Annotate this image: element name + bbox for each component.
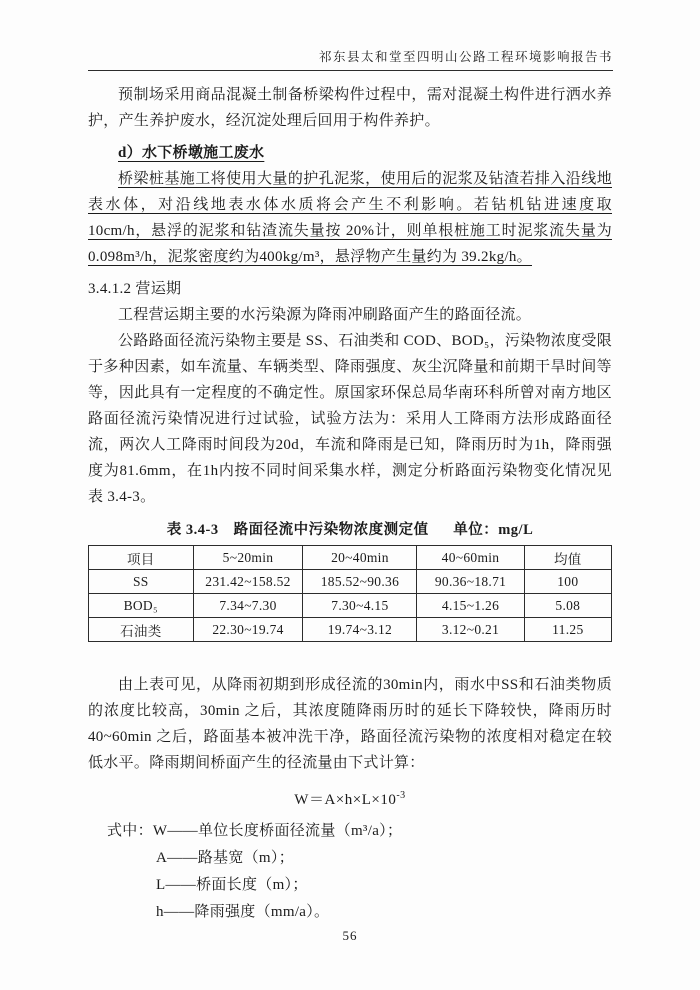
- table-row-bod5: [89, 594, 612, 618]
- table-header-item: 项目: [89, 546, 194, 570]
- legend-item-l: L——桥面长度（m）；: [156, 877, 308, 893]
- table-cell: 11.25: [524, 618, 611, 642]
- legend-item-h: h——降雨强度（mm/a）。: [156, 904, 330, 920]
- table-cell: 100: [524, 570, 611, 594]
- table-row-ss: [89, 570, 612, 594]
- table-caption: [88, 520, 612, 540]
- table-cell: 3.12~0.21: [417, 618, 524, 642]
- legend-item-w: 式中：W——单位长度桥面径流量（m³/a）；: [107, 823, 403, 839]
- table-header-40-60min: 40~60min: [417, 546, 524, 570]
- table-unit-label: 单位：mg/L: [453, 522, 534, 538]
- table-cell: 19.74~3.12: [303, 618, 417, 642]
- page-header: [88, 0, 613, 71]
- table-cell: 7.34~7.30: [193, 594, 303, 618]
- formula-base: W＝A×h×L×10: [294, 792, 397, 808]
- legend-item-a: A——路基宽（m）；: [156, 850, 295, 866]
- table-cell: 石油类: [89, 618, 194, 642]
- section-heading-operation-period: 3.4.1.2 营运期: [88, 281, 182, 297]
- table-cell: 231.42~158.52: [193, 570, 303, 594]
- table-cell: 90.36~18.71: [417, 570, 524, 594]
- header-title: 祁东县太和堂至四明山公路工程环境影响报告书: [318, 50, 613, 64]
- table-cell: 4.15~1.26: [417, 594, 524, 618]
- table-cell: BOD₅: [89, 594, 194, 618]
- table-cell: SS: [89, 570, 194, 594]
- table-cell: 22.30~19.74: [193, 618, 303, 642]
- paragraph-table-analysis: 由上表可见，从降雨初期到形成径流的30min内，雨水中SS和石油类物质的浓度比较高，30min 之后，其浓度随降雨历时的延长下降较快，降雨历时 40~60min 之后，路面基本被冲洗干净，路面径流污染物的浓度相对稳定在较低水平。降雨期间桥面产生的径流量由下式计算：: [88, 677, 612, 771]
- runoff-volume-formula: [88, 784, 612, 812]
- paragraph-runoff-pollutants: 公路路面径流污染物主要是 SS、石油类和 COD、BOD₅，污染物浓度受限于多种因素，如车流量、车辆类型、降雨强度、灰尘沉降量和前期干旱时间等等，因此具有一定程度的不确定性。原国家环保总局华南环科所曾对南方地区路面径流污染情况进行过试验，试验方法为：采用人工降雨方法形成路面径流，两次人工降雨时间段为20d，车流和降雨是已知，降雨历时为1h，降雨强度为81.6mm，在1h内按不同时间采集水样，测定分析路面污染物变化情况见表 3.4-3。: [88, 333, 612, 505]
- page-content: [88, 82, 612, 926]
- table-header-row: [89, 546, 612, 570]
- table-row-petroleum: [89, 618, 612, 642]
- formula-exponent: -3: [396, 790, 406, 801]
- table-header-average: 均值: [524, 546, 611, 570]
- page-number: 56: [342, 928, 358, 943]
- paragraph-operation-pollution-source: 工程营运期主要的水污染源为降雨冲刷路面产生的路面径流。: [118, 307, 532, 323]
- formula-legend: [88, 818, 612, 926]
- paragraph-pile-slurry: 桥梁桩基施工将使用大量的护孔泥浆，使用后的泥浆及钻渣若排入沿线地表水体，对沿线地表水体水质将会产生不利影响。若钻机钻进速度取 10cm/h，悬浮的泥浆和钻渣流失量按 20%计，则单根桩施工时泥浆流失量为 0.098m³/h，泥浆密度约为400kg/m³，悬浮物产生量约为 39.2kg/h。: [88, 171, 612, 265]
- table-header-5-20min: 5~20min: [193, 546, 303, 570]
- table-cell: 5.08: [524, 594, 611, 618]
- heading-underwater-pier-wastewater: d）水下桥墩施工废水: [118, 145, 265, 161]
- table-header-20-40min: 20~40min: [303, 546, 417, 570]
- paragraph-precast-curing: 预制场采用商品混凝土制备桥梁构件过程中，需对混凝土构件进行洒水养护，产生养护废水，经沉淀处理后回用于构件养护。: [88, 87, 612, 129]
- table-cell: 185.52~90.36: [303, 570, 417, 594]
- table-caption-text: 表 3.4-3 路面径流中污染物浓度测定值: [166, 522, 429, 538]
- pollutant-concentration-table: [88, 545, 612, 642]
- table-cell: 7.30~4.15: [303, 594, 417, 618]
